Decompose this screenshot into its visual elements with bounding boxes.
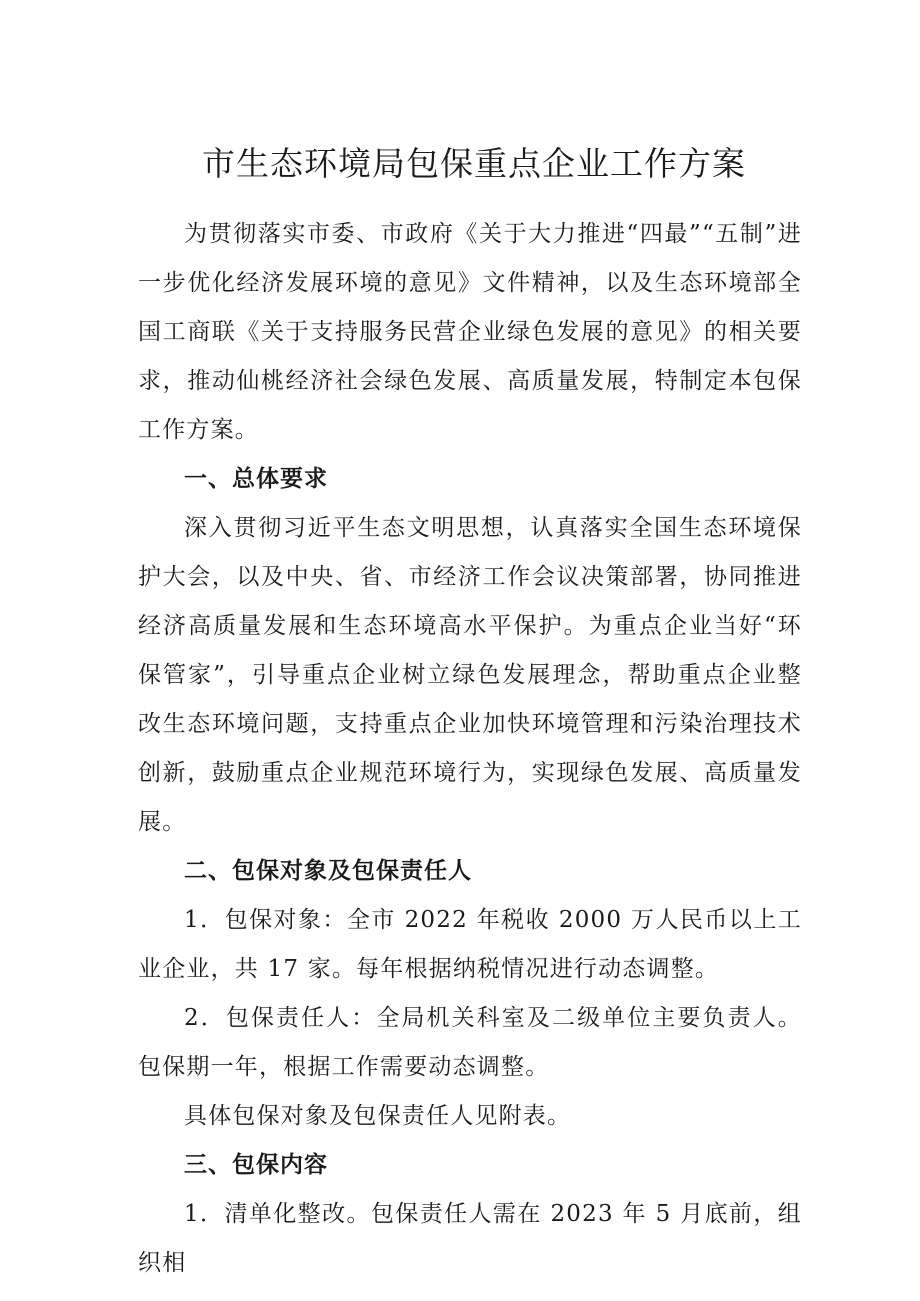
intro-paragraph: 为贯彻落实市委、市政府《关于大力推进“四最”“五制”进一步优化经济发展环境的意见》文件精神，以及生态环境部全国工商联《关于支持服务民营企业绿色发展的意见》的相关要求，推动仙桃经济社会绿色发展、高质量发展，特制定本包保工作方案。	[138, 221, 802, 443]
section-heading-general-requirements: 一、总体要求	[184, 466, 328, 492]
section-heading-content: 三、包保内容	[184, 1152, 328, 1178]
section-2-paragraph-responsible: 2．包保责任人：全局机关科室及二级单位主要负责人。包保期一年，根据工作需要动态调整。	[138, 1005, 802, 1080]
section-2-paragraph-targets: 1．包保对象：全市 2022 年税收 2000 万人民币以上工业企业，共 17 家。每年根据纳税情况进行动态调整。	[138, 907, 802, 982]
document-body	[138, 210, 802, 1288]
document-title: 市生态环境局包保重点企业工作方案	[202, 144, 746, 183]
section-3-paragraph-rectification: 1．清单化整改。包保责任人需在 2023 年 5 月底前，组织相	[138, 1201, 802, 1276]
section-2-paragraph-appendix-note: 具体包保对象及包保责任人见附表。	[184, 1103, 572, 1129]
section-1-paragraph: 深入贯彻习近平生态文明思想，认真落实全国生态环境保护大会，以及中央、省、市经济工作会议决策部署，协同推进经济高质量发展和生态环境高水平保护。为重点企业当好“环保管家”，引导重点企业树立绿色发展理念，帮助重点企业整改生态环境问题，支持重点企业加快环境管理和污染治理技术创新，鼓励重点企业规范环境行为，实现绿色发展、高质量发展。	[138, 515, 802, 835]
section-heading-targets-and-responsible: 二、包保对象及包保责任人	[184, 858, 472, 884]
